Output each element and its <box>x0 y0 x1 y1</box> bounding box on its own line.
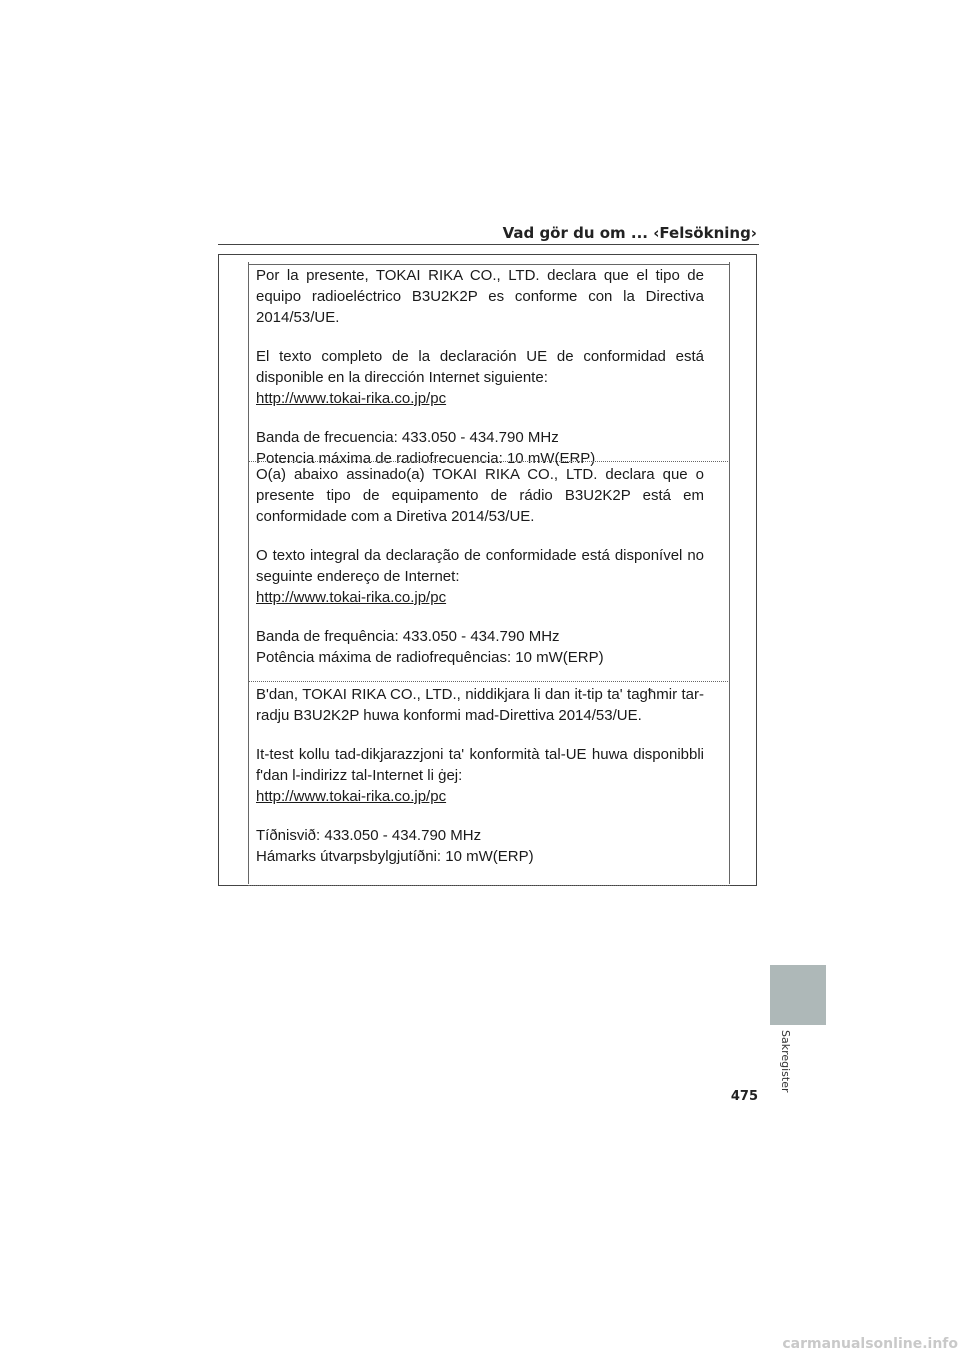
max-power: Potência máxima de radiofrequências: 10 mW(ERP) <box>256 649 604 666</box>
page-header-title: Vad gör du om ... ‹Felsökning› <box>502 224 757 242</box>
frequency-band: Banda de frequência: 433.050 - 434.790 MHz <box>256 628 560 645</box>
header-rule <box>218 244 759 245</box>
section-tab <box>770 965 826 1025</box>
watermark: carmanualsonline.info <box>782 1336 958 1352</box>
declaration-link[interactable]: http://www.tokai-rika.co.jp/pc <box>256 390 447 407</box>
declaration-maltese <box>248 684 730 886</box>
frequency-band: Tíðnisvið: 433.050 - 434.790 MHz <box>256 827 482 844</box>
declaration-link[interactable]: http://www.tokai-rika.co.jp/pc <box>256 589 447 606</box>
declaration-statement: O(a) abaixo assinado(a) TOKAI RIKA CO., LTD. declara que o presente tipo de equipamento de rádio B3U2K2P está em conformidade com a Diretiva 2014/53/UE. <box>256 466 704 525</box>
section-divider <box>248 681 730 682</box>
section-tab-label: Sakregister <box>779 1030 792 1093</box>
page-number: 475 <box>730 1089 758 1104</box>
declaration-availability: El texto completo de la declaración UE de conformidad está disponible en la dirección Internet siguiente: <box>256 348 704 386</box>
max-power: Potencia máxima de radiofrecuencia: 10 mW(ERP) <box>256 450 596 467</box>
declaration-availability: O texto integral da declaração de conformidade está disponível no seguinte endereço de Internet: <box>256 547 704 585</box>
section-divider <box>248 461 730 462</box>
declaration-link[interactable]: http://www.tokai-rika.co.jp/pc <box>256 788 447 805</box>
declaration-availability: It-test kollu tad-dikjarazzjoni ta' konformità tal-UE huwa disponibbli f'dan l-indirizz tal-Internet li ġej: <box>256 746 704 784</box>
frequency-band: Banda de frecuencia: 433.050 - 434.790 MHz <box>256 429 559 446</box>
section-divider <box>248 885 730 886</box>
declaration-portuguese <box>248 464 730 682</box>
declaration-statement: B'dan, TOKAI RIKA CO., LTD., niddikjara li dan it-tip ta' tagħmir tar-radju B3U2K2P huwa konformi mad-Direttiva 2014/53/UE. <box>256 686 704 724</box>
declaration-statement: Por la presente, TOKAI RIKA CO., LTD. declara que el tipo de equipo radioeléctrico B3U2K2P es conforme con la Directiva 2014/53/UE. <box>256 267 704 326</box>
max-power: Hámarks útvarpsbylgjutíðni: 10 mW(ERP) <box>256 848 534 865</box>
declaration-spanish <box>248 264 730 467</box>
